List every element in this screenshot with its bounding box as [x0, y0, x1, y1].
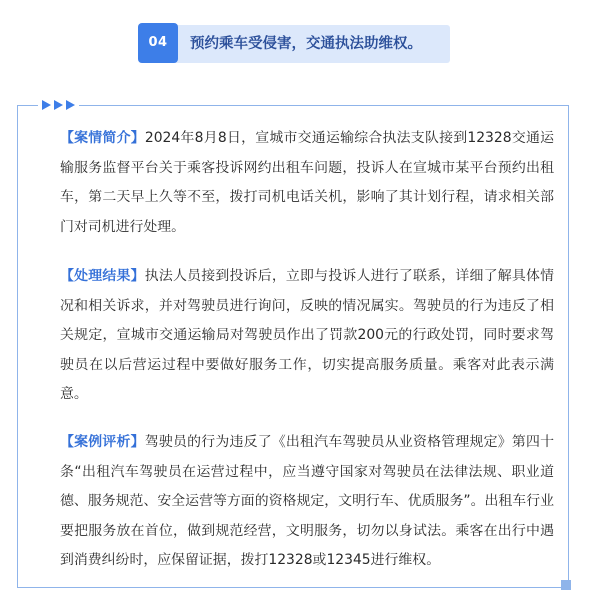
result-text: 执法人员接到投诉后，立即与投诉人进行了联系，详细了解具体情况和相关诉求，并对驾驶员进行询问，反映的情况属实。驾驶员的行为违反了相关规定，宣城市交通运输局对驾驶员作出了罚款200元的行政处罚，同时要求驾驶员在以后营运过程中要做好服务工作，切实提高服务质量。乘客对此表示满意。 — [60, 268, 554, 402]
arrow-right-icon — [66, 100, 75, 110]
arrow-right-icon — [42, 100, 51, 110]
case-summary-heading: 【案情简介】 — [60, 130, 145, 146]
arrow-decoration — [38, 96, 79, 114]
result-paragraph — [60, 262, 554, 410]
analysis-heading: 【案例评析】 — [60, 434, 145, 450]
case-summary-text: 2024年8月8日，宣城市交通运输综合执法支队接到12328交通运输服务监督平台关于乘客投诉网约出租车问题，投诉人在宣城市某平台预约出租车，第二天早上久等不至，拨打司机电话关机，影响了其计划行程，请求相关部门对司机进行处理。 — [60, 130, 554, 235]
case-summary-paragraph — [60, 124, 554, 242]
corner-decoration — [561, 580, 571, 590]
page-title: 预约乘车受侵害，交通执法助维权。 — [190, 36, 422, 52]
analysis-paragraph — [60, 428, 554, 576]
section-number-badge: 04 — [138, 23, 178, 63]
analysis-text: 驾驶员的行为违反了《出租汽车驾驶员从业资格管理规定》第四十条“出租汽车驾驶员在运营过程中，应当遵守国家对驾驶员在法律法规、职业道德、服务规范、安全运营等方面的资格规定，文明行车、优质服务”。出租车行业要把服务放在首位，做到规范经营，文明服务，切勿以身试法。乘客在出行中遇到消费纠纷时，应保留证据，拨打12328或12345进行维权。 — [60, 434, 554, 568]
result-heading: 【处理结果】 — [60, 268, 145, 284]
arrow-right-icon — [54, 100, 63, 110]
